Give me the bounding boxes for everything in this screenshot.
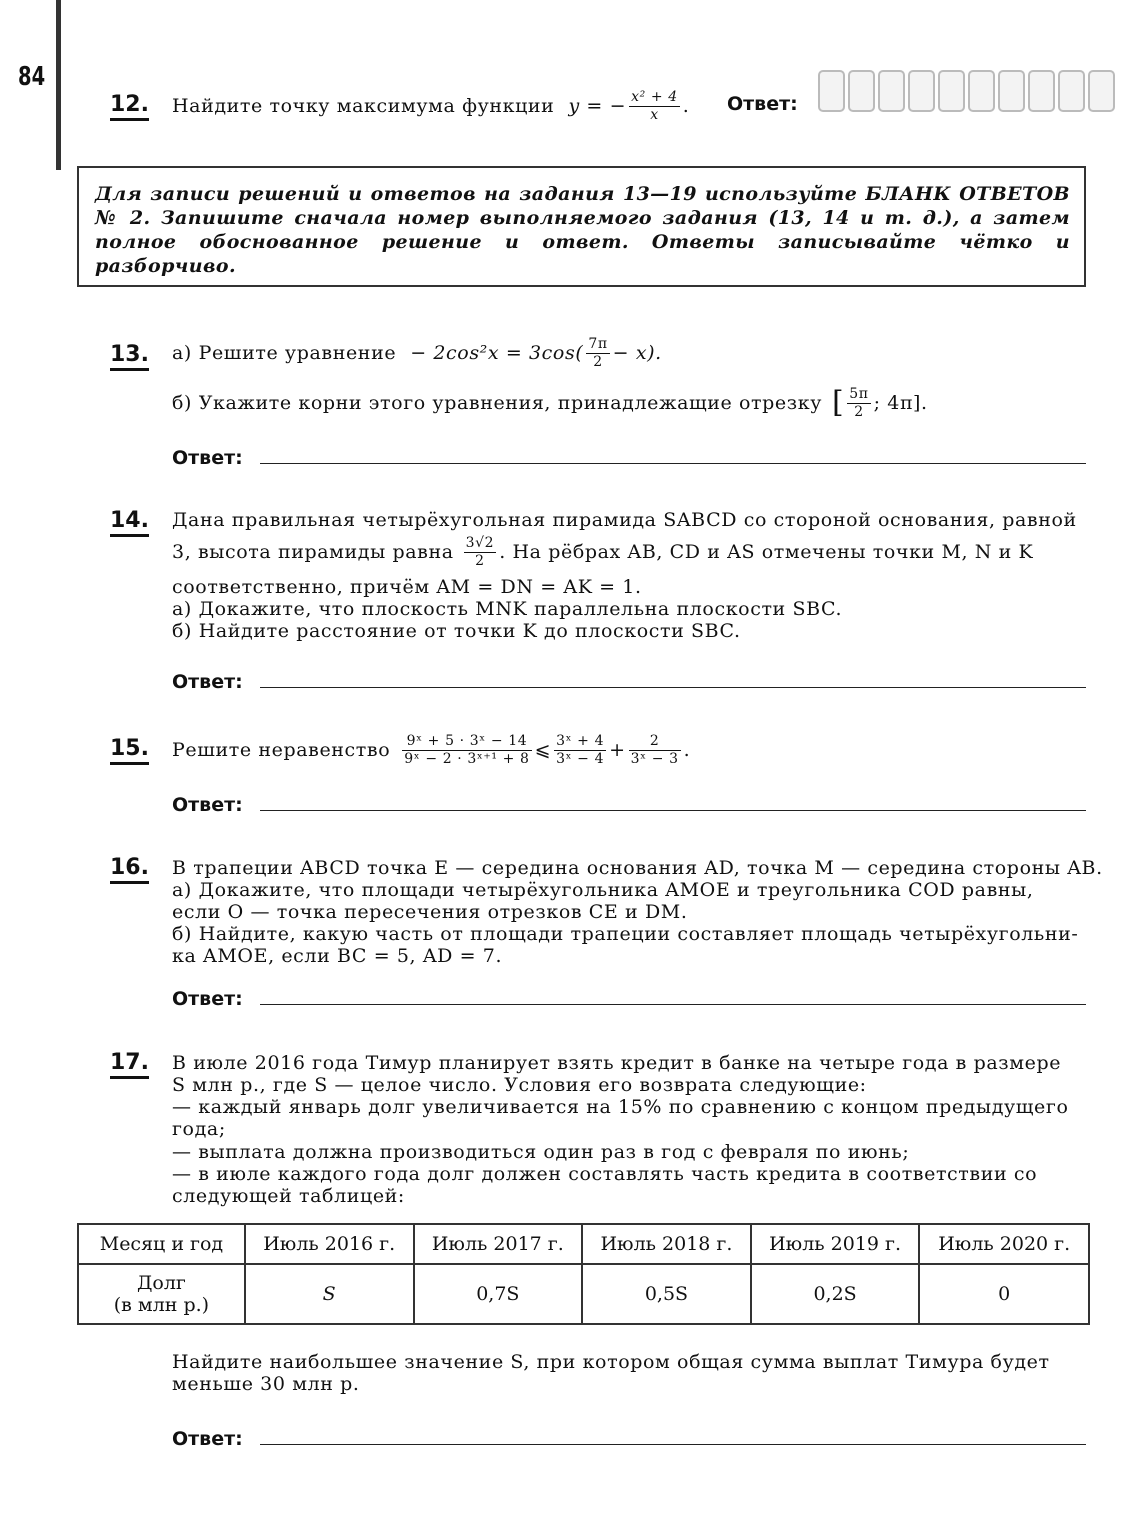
answer-cell[interactable] — [818, 70, 845, 112]
question-15-f3-num: 2 — [629, 733, 681, 751]
question-16-line-4: б) Найдите, какую часть от площади трапеции составляет площадь четырёхугольни- — [172, 923, 1079, 945]
question-16-number: 16. — [110, 855, 149, 884]
question-14-answer-label: Ответ: — [172, 671, 243, 693]
question-17-line-2: S млн р., где S — целое число. Условия его возврата следующие: — [172, 1074, 867, 1096]
answer-cell[interactable] — [1028, 70, 1055, 112]
table-header-cell: Июль 2018 г. — [582, 1224, 751, 1264]
question-16-line-2: а) Докажите, что площади четырёхугольника AMOE и треугольника COD равны, — [172, 879, 1034, 901]
question-13-b-open-bracket: [ — [831, 385, 845, 420]
question-13-part-b — [172, 380, 928, 426]
question-13-a-frac-den: 2 — [593, 353, 603, 370]
question-13-a-prompt: а) Решите уравнение — [172, 342, 397, 364]
page-spine-mark — [56, 0, 61, 170]
answer-cell[interactable] — [878, 70, 905, 112]
question-15-answer-line[interactable] — [260, 810, 1086, 811]
question-15-fraction-2 — [554, 733, 606, 768]
question-15-relation: ⩽ — [534, 739, 552, 761]
table-header-cell: Июль 2020 г. — [919, 1224, 1089, 1264]
answer-cell[interactable] — [998, 70, 1025, 112]
question-14-line-2b: . На рёбрах AB, CD и AS отмечены точки M, N и K — [499, 541, 1034, 563]
question-12-text — [172, 84, 689, 128]
question-15-number: 15. — [110, 736, 149, 765]
question-12-formula-end: . — [682, 95, 690, 117]
table-header-row — [78, 1224, 1089, 1264]
question-17-line-7: следующей таблицей: — [172, 1185, 405, 1207]
question-13-b-fraction — [847, 386, 870, 421]
question-12-number: 12. — [110, 92, 149, 121]
question-13-b-prompt: б) Укажите корни этого уравнения, принадлежащие отрезку — [172, 392, 822, 414]
debt-schedule-table — [77, 1223, 1090, 1325]
question-17-question-line-2: меньше 30 млн р. — [172, 1373, 360, 1395]
question-13-b-frac-num: 5π — [849, 385, 869, 402]
question-15-f1-den: 9ˣ − 2 · 3ˣ⁺¹ + 8 — [404, 750, 530, 767]
question-13-part-a — [172, 330, 662, 376]
question-14-answer-line[interactable] — [260, 687, 1086, 688]
question-14-line-5: б) Найдите расстояние от точки K до плоскости SBC. — [172, 620, 741, 642]
answer-cell[interactable] — [938, 70, 965, 112]
question-12-frac-den: x — [650, 106, 659, 123]
question-16-answer-label: Ответ: — [172, 988, 243, 1010]
question-14-line-4: а) Докажите, что плоскость MNK параллельна плоскости SBC. — [172, 598, 843, 620]
question-13-a-frac-num: 7π — [588, 335, 608, 352]
question-14-line-2a: 3, высота пирамиды равна — [172, 541, 454, 563]
question-15-text — [172, 727, 690, 773]
page-number: 84 — [18, 62, 46, 92]
question-15-fraction-1 — [402, 733, 531, 768]
question-13-a-fraction — [586, 336, 609, 371]
table-cell: 0 — [919, 1264, 1089, 1324]
question-13-b-frac-den: 2 — [854, 403, 864, 420]
question-13-b-rest: ; 4π]. — [873, 392, 928, 414]
question-15-f2-den: 3ˣ − 4 — [556, 750, 605, 767]
question-17-line-1: В июле 2016 года Тимур планирует взять кредит в банке на четыре года в размере — [172, 1052, 1062, 1074]
question-13-a-formula-end: − x). — [612, 342, 662, 364]
question-14-frac-num: 3√2 — [465, 534, 495, 551]
table-cell: 0,2S — [751, 1264, 920, 1324]
question-12-formula-lhs: y = − — [568, 95, 627, 117]
question-15-prompt: Решите неравенство — [172, 739, 391, 761]
table-cell: 0,5S — [582, 1264, 751, 1324]
instructions-text: Для записи решений и ответов на задания 13—19 используйте БЛАНК ОТВЕТОВ № 2. Запишите сначала номер выполняемого задания (13, 14 и т. д.), а затем полное обоснованное решение и ответ. Ответы записывайте чётко и разборчиво. — [95, 183, 1070, 277]
question-12-answer-label: Ответ: — [727, 93, 798, 115]
question-14-frac-den: 2 — [475, 552, 485, 569]
table-header-cell: Июль 2016 г. — [245, 1224, 414, 1264]
answer-cell[interactable] — [968, 70, 995, 112]
table-header-cell: Июль 2019 г. — [751, 1224, 920, 1264]
question-16-line-3: если O — точка пересечения отрезков CE и DM. — [172, 901, 688, 923]
question-17-number: 17. — [110, 1050, 149, 1079]
question-14-number: 14. — [110, 508, 149, 537]
answer-cell[interactable] — [1058, 70, 1085, 112]
question-15-end: . — [683, 739, 691, 761]
question-12-answer-boxes[interactable] — [818, 70, 1115, 112]
table-header-cell: Июль 2017 г. — [414, 1224, 583, 1264]
question-15-f2-num: 3ˣ + 4 — [556, 732, 605, 749]
table-row — [78, 1264, 1089, 1324]
question-17-line-6: — в июле каждого года долг должен составлять часть кредита в соответствии со — [172, 1163, 1038, 1185]
question-15-answer-label: Ответ: — [172, 794, 243, 816]
question-15-fraction-3 — [629, 733, 681, 768]
table-cell: S — [245, 1264, 414, 1324]
question-13-answer-label: Ответ: — [172, 447, 243, 469]
question-17-answer-line[interactable] — [260, 1444, 1086, 1445]
question-12-fraction — [629, 89, 680, 124]
row-label-line-2: (в млн р.) — [113, 1294, 210, 1316]
question-16-line-1: В трапеции ABCD точка E — середина основания AD, точка M — середина стороны AB. — [172, 857, 1103, 879]
answer-cell[interactable] — [908, 70, 935, 112]
table-row-label — [78, 1264, 245, 1324]
question-17-question-line-1: Найдите наибольшее значение S, при котором общая сумма выплат Тимура будет — [172, 1351, 1050, 1373]
question-13-a-formula-start: − 2cos²x = 3cos( — [410, 342, 584, 364]
question-14-line-3: соответственно, причём AM = DN = AK = 1. — [172, 576, 642, 598]
question-17-line-4: года; — [172, 1118, 226, 1140]
question-15-f1-num: 9ˣ + 5 · 3ˣ − 14 — [402, 733, 531, 751]
question-12-frac-num: x² + 4 — [631, 88, 678, 105]
question-14-fraction — [464, 535, 497, 570]
question-16-answer-line[interactable] — [260, 1004, 1086, 1005]
question-15-f3-den: 3ˣ − 3 — [630, 750, 679, 767]
question-13-answer-line[interactable] — [260, 463, 1086, 464]
question-16-line-5: ка AMOE, если BC = 5, AD = 7. — [172, 945, 503, 967]
row-label-line-1: Долг — [136, 1272, 186, 1294]
question-14-line-1: Дана правильная четырёхугольная пирамида SABCD со стороной основания, равной — [172, 509, 1077, 531]
question-15-plus: + — [609, 739, 626, 761]
question-17-line-3: — каждый январь долг увеличивается на 15% по сравнению с концом предыдущего — [172, 1096, 1069, 1118]
table-cell: 0,7S — [414, 1264, 583, 1324]
question-17-line-5: — выплата должна производиться один раз в год с февраля по июнь; — [172, 1141, 910, 1163]
question-12-prompt: Найдите точку максимума функции — [172, 95, 555, 117]
table-header-cell: Месяц и год — [78, 1224, 245, 1264]
question-14-line-2 — [172, 530, 1033, 574]
question-17-answer-label: Ответ: — [172, 1428, 243, 1450]
answer-cell[interactable] — [848, 70, 875, 112]
question-13-number: 13. — [110, 342, 149, 371]
answer-cell[interactable] — [1088, 70, 1115, 112]
